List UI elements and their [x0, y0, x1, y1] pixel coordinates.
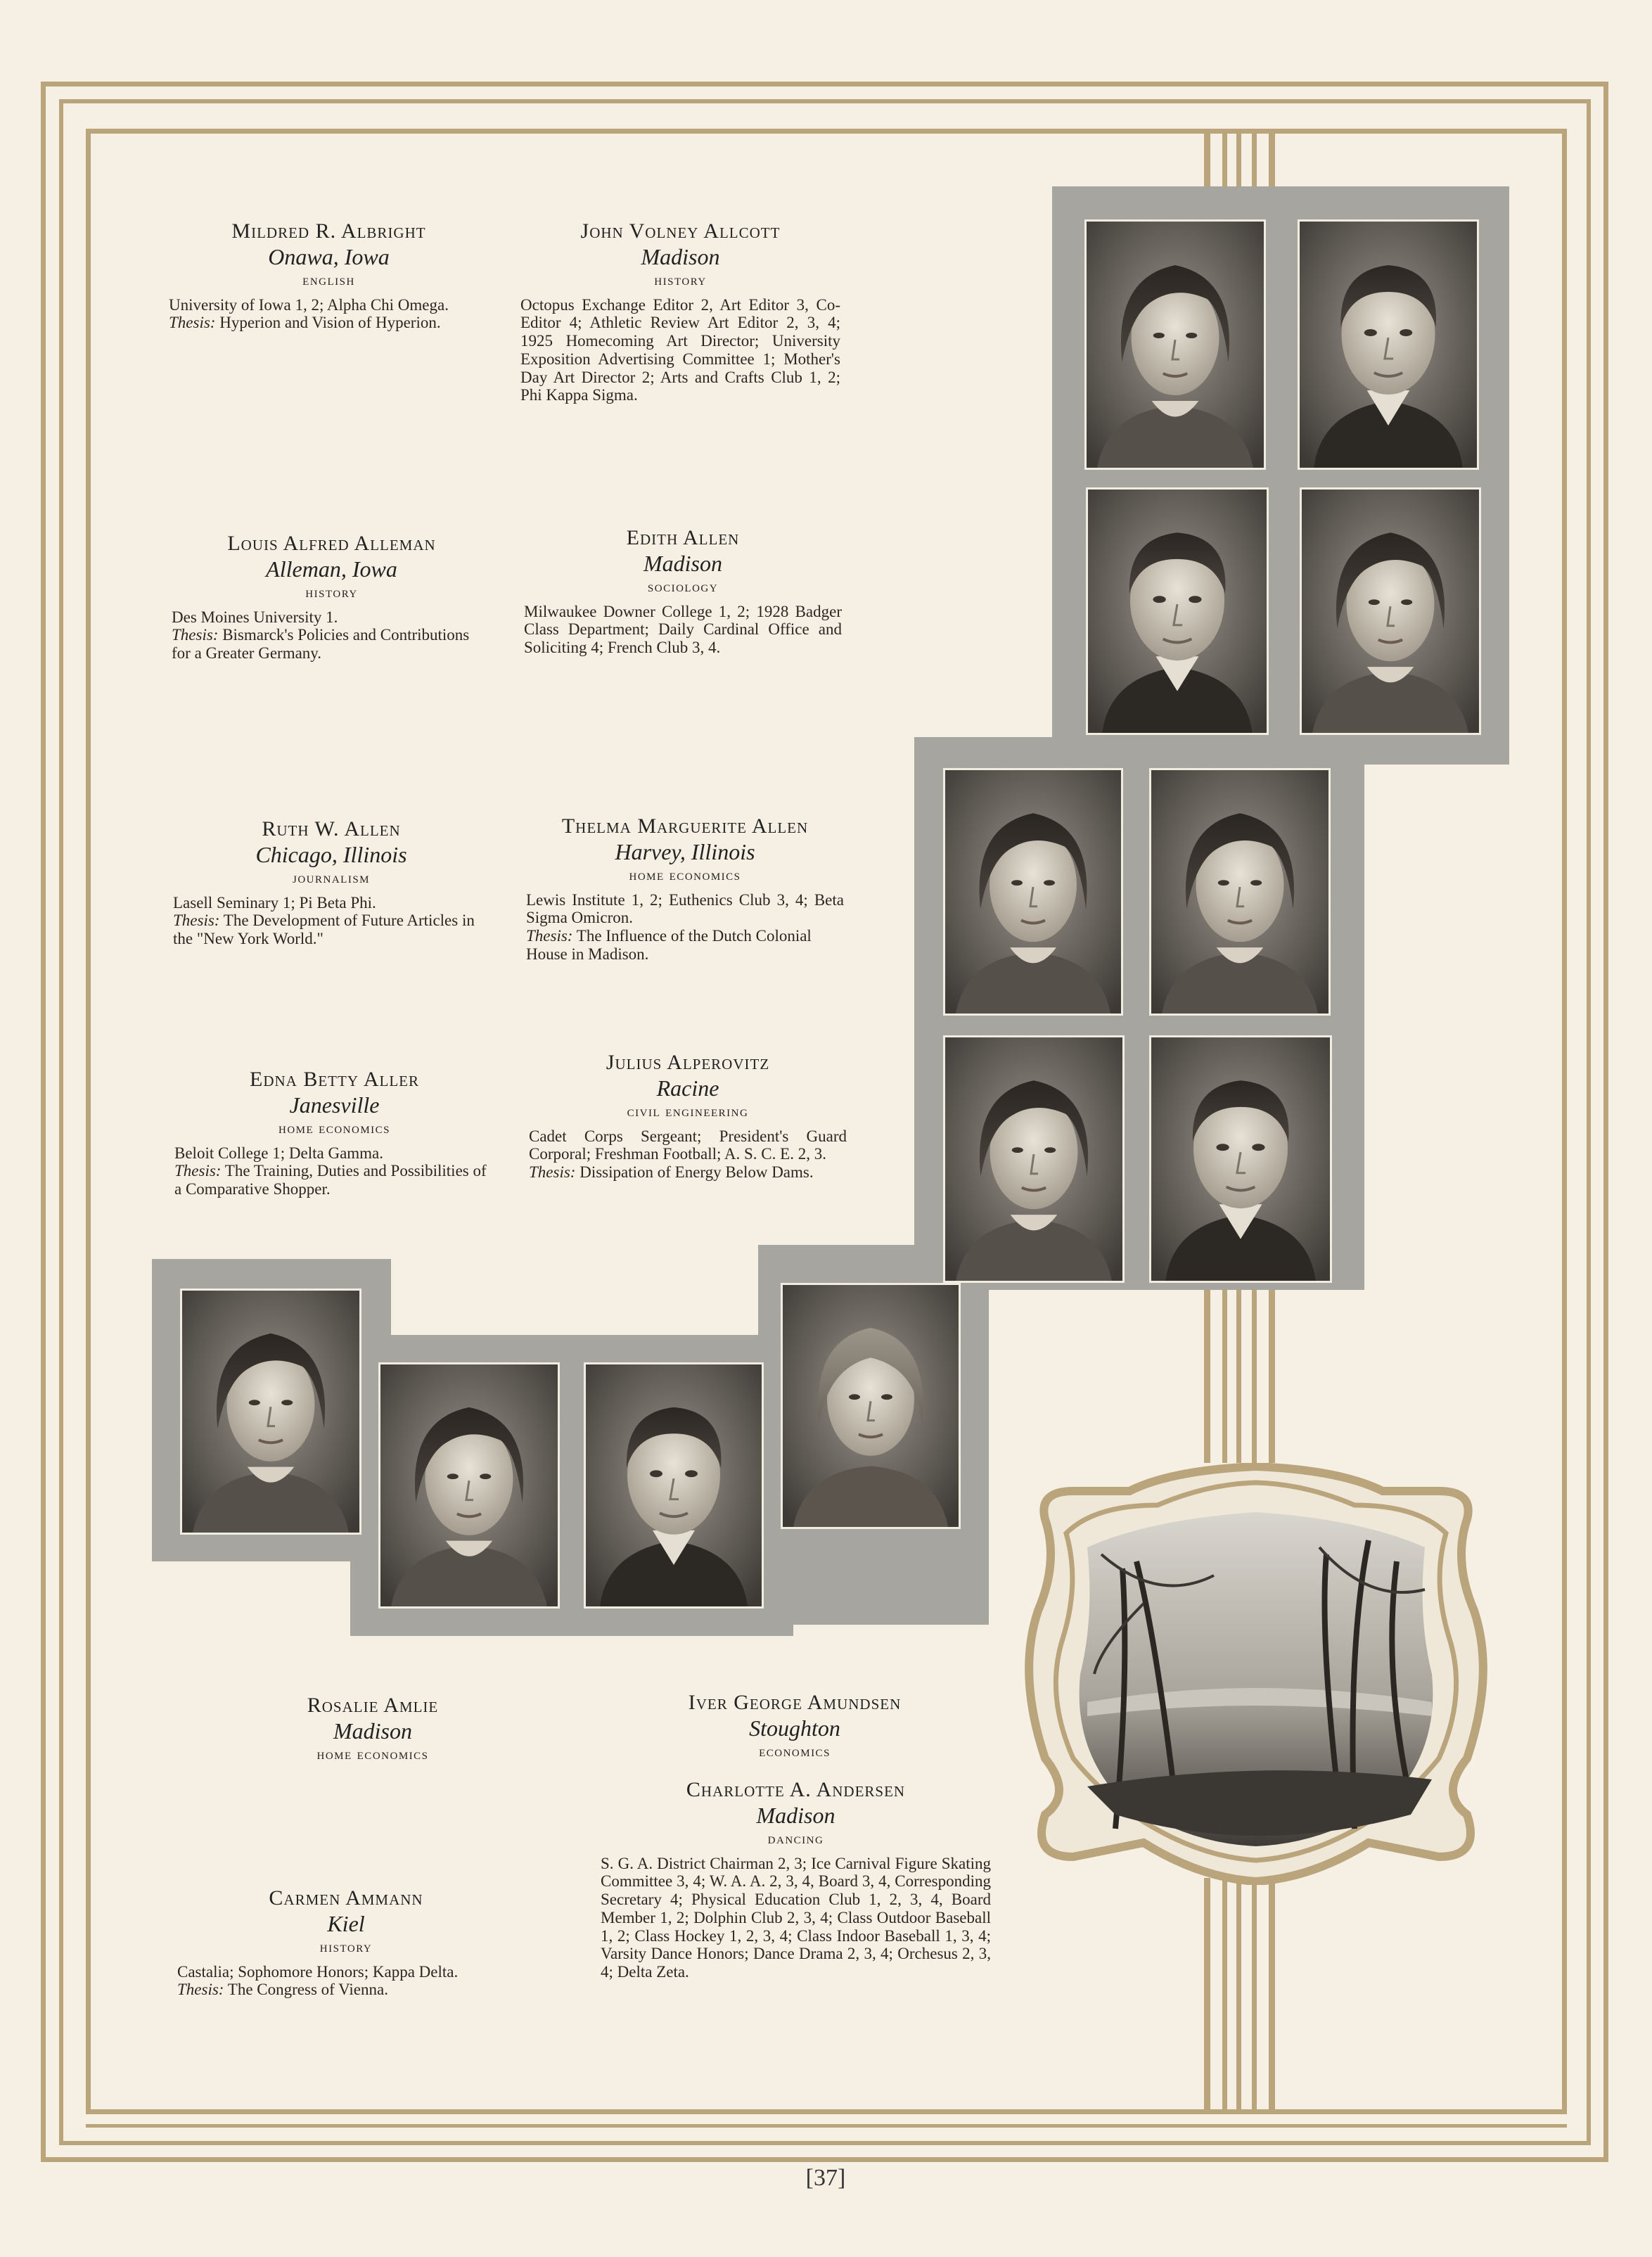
student-name: Edna Betty Aller: [250, 1068, 419, 1091]
student-dept: dancing: [767, 1829, 824, 1848]
student-town: Madison: [756, 1802, 835, 1828]
border-bar: [1252, 1878, 1257, 2110]
portrait-thelma-allen: [1149, 768, 1331, 1016]
student-dept: economics: [759, 1742, 831, 1760]
entry-allcott: [520, 219, 840, 404]
entry-thelma-allen: [526, 814, 844, 964]
student-activities: Lasell Seminary 1; Pi Beta Phi.: [173, 893, 376, 912]
student-activities: Des Moines University 1.: [172, 608, 338, 626]
border-rule: [86, 2124, 1567, 2128]
student-name: Julius Alperovitz: [606, 1051, 770, 1074]
student-town: Racine: [656, 1075, 719, 1101]
student-dept: history: [654, 271, 707, 289]
border-bar: [1269, 129, 1275, 192]
portrait-amundsen: [584, 1362, 764, 1609]
student-dept: sociology: [647, 577, 719, 596]
student-name: Charlotte A. Andersen: [686, 1778, 906, 1801]
entry-edith-allen: [524, 526, 842, 657]
entry-alleman: [172, 532, 492, 663]
entry-albright: [169, 219, 489, 332]
student-name: Edith Allen: [626, 526, 740, 549]
student-town: Janesville: [289, 1092, 380, 1118]
student-activities: University of Iowa 1, 2; Alpha Chi Omega.: [169, 295, 449, 314]
border-bar: [1222, 1280, 1227, 1463]
student-town: Kiel: [327, 1910, 365, 1936]
student-dept: journalism: [292, 869, 370, 887]
student-name: Rosalie Amlie: [307, 1694, 439, 1717]
portrait-ruth-allen: [943, 768, 1123, 1016]
border-bar: [1236, 129, 1241, 192]
student-dept: civil engineering: [627, 1102, 749, 1120]
border-rule: [86, 129, 1567, 134]
student-town: Madison: [643, 550, 722, 576]
student-activities: Milwaukee Downer College 1, 2; 1928 Badger Class Department; Daily Cardinal Office and Soliciting 4; French Club 3, 4.: [524, 602, 842, 657]
border-rule: [59, 99, 63, 2145]
student-dept: home economics: [278, 1119, 390, 1137]
student-activities: S. G. A. District Chairman 2, 3; Ice Carnival Figure Skating Committee 3, 4; W. A. A. 2, 3, 4, Board 3, 4, Corresponding Secretary 4; Physical Education Club 1, 2, 3, 4, Board Member 1, 2; Dolphin Club 2, 3, 4; Class Outdoor Baseball 1, 2; Class Hockey 1, 2, 3, 4; Class Indoor Baseball 1, 3, 4; Varsity Dance Honors; Dance Drama 2, 3, 4; Orchesus 2, 3, 4; Delta Zeta.: [601, 1854, 991, 1981]
student-name: Thelma Marguerite Allen: [561, 814, 809, 838]
student-name: Mildred R. Albright: [231, 219, 426, 243]
student-dept: home economics: [316, 1745, 429, 1763]
student-dept: history: [305, 583, 358, 601]
border-rule: [86, 2109, 1567, 2114]
portrait-alperovitz: [1149, 1035, 1332, 1283]
border-bar: [1204, 1280, 1210, 1463]
portrait-andersen: [781, 1283, 961, 1529]
student-name: Carmen Ammann: [269, 1886, 423, 1910]
student-activities: Octopus Exchange Editor 2, Art Editor 3, Co-Editor 4; Athletic Review Art Editor 2, 3, 4; 1925 Homecoming Art Director; University Exposition Advertising Committee 1; Mother's Day Art Director 2; Arts and Crafts Club 1, 2; Phi Kappa Sigma.: [520, 295, 840, 404]
border-bar: [1269, 1280, 1275, 1463]
border-bar: [1222, 1878, 1227, 2110]
border-rule: [41, 82, 46, 2162]
border-bar: [1236, 1280, 1241, 1463]
student-thesis: Thesis: The Influence of the Dutch Colonial House in Madison.: [526, 927, 812, 963]
entry-amlie: [232, 1694, 513, 1763]
border-rule: [41, 2157, 1608, 2162]
student-dept: english: [302, 271, 355, 289]
border-bar: [1252, 129, 1257, 192]
student-dept: home economics: [629, 866, 741, 884]
border-bar: [1269, 1878, 1275, 2110]
student-thesis: Thesis: The Congress of Vienna.: [177, 1981, 388, 1999]
student-thesis: Thesis: Dissipation of Energy Below Dams.: [529, 1163, 814, 1182]
cartouche-landscape: [1017, 1463, 1495, 1885]
border-bar: [1204, 1878, 1210, 2110]
border-bar: [1204, 129, 1210, 192]
border-rule: [86, 129, 91, 2114]
student-dept: history: [319, 1938, 373, 1956]
border-rule: [41, 82, 1608, 87]
student-thesis: Thesis: The Development of Future Articles in the "New York World.": [173, 912, 475, 948]
student-thesis: Thesis: Hyperion and Vision of Hyperion.: [169, 314, 441, 332]
border-rule: [59, 2141, 1591, 2145]
student-town: Madison: [641, 243, 720, 269]
student-name: John Volney Allcott: [580, 219, 781, 243]
student-town: Chicago, Illinois: [255, 841, 407, 867]
student-town: Alleman, Iowa: [266, 556, 397, 582]
page-number: [37]: [805, 2165, 846, 2191]
border-rule: [1562, 129, 1567, 2114]
portrait-amlie: [180, 1289, 361, 1535]
entry-aller: [174, 1068, 494, 1198]
student-town: Harvey, Illinois: [615, 838, 755, 864]
student-activities: Cadet Corps Sergeant; President's Guard Corporal; Freshman Football; A. S. C. E. 2, 3.: [529, 1127, 847, 1163]
border-rule: [1587, 99, 1591, 2145]
student-name: Louis Alfred Alleman: [227, 532, 436, 555]
student-name: Ruth W. Allen: [262, 817, 401, 840]
entry-ruth-allen: [173, 817, 489, 948]
portrait-aller: [943, 1035, 1125, 1283]
border-rule: [1603, 82, 1608, 2162]
student-activities: Castalia; Sophomore Honors; Kappa Delta.: [177, 1962, 459, 1981]
portrait-ammann: [378, 1362, 560, 1609]
border-bar: [1222, 129, 1227, 192]
entry-ammann: [177, 1886, 515, 1999]
student-town: Madison: [333, 1718, 412, 1744]
border-rule: [59, 99, 1591, 103]
entry-amundsen: [619, 1691, 971, 1760]
portrait-allcott: [1298, 219, 1479, 470]
student-activities: Lewis Institute 1, 2; Euthenics Club 3, 4; Beta Sigma Omicron.: [526, 890, 844, 927]
student-town: Stoughton: [749, 1715, 840, 1741]
border-bar: [1236, 1878, 1241, 2110]
entry-alperovitz: [529, 1051, 847, 1182]
student-activities: Beloit College 1; Delta Gamma.: [174, 1144, 384, 1162]
student-thesis: Thesis: Bismarck's Policies and Contributions for a Greater Germany.: [172, 626, 470, 663]
student-town: Onawa, Iowa: [268, 243, 390, 269]
portrait-alleman: [1086, 487, 1269, 735]
student-thesis: Thesis: The Training, Duties and Possibilities of a Comparative Shopper.: [174, 1162, 487, 1198]
portrait-edith-allen: [1300, 487, 1481, 735]
border-bar: [1252, 1280, 1257, 1463]
student-name: Iver George Amundsen: [688, 1691, 902, 1714]
entry-andersen: [601, 1778, 991, 1981]
portrait-albright: [1084, 219, 1266, 470]
